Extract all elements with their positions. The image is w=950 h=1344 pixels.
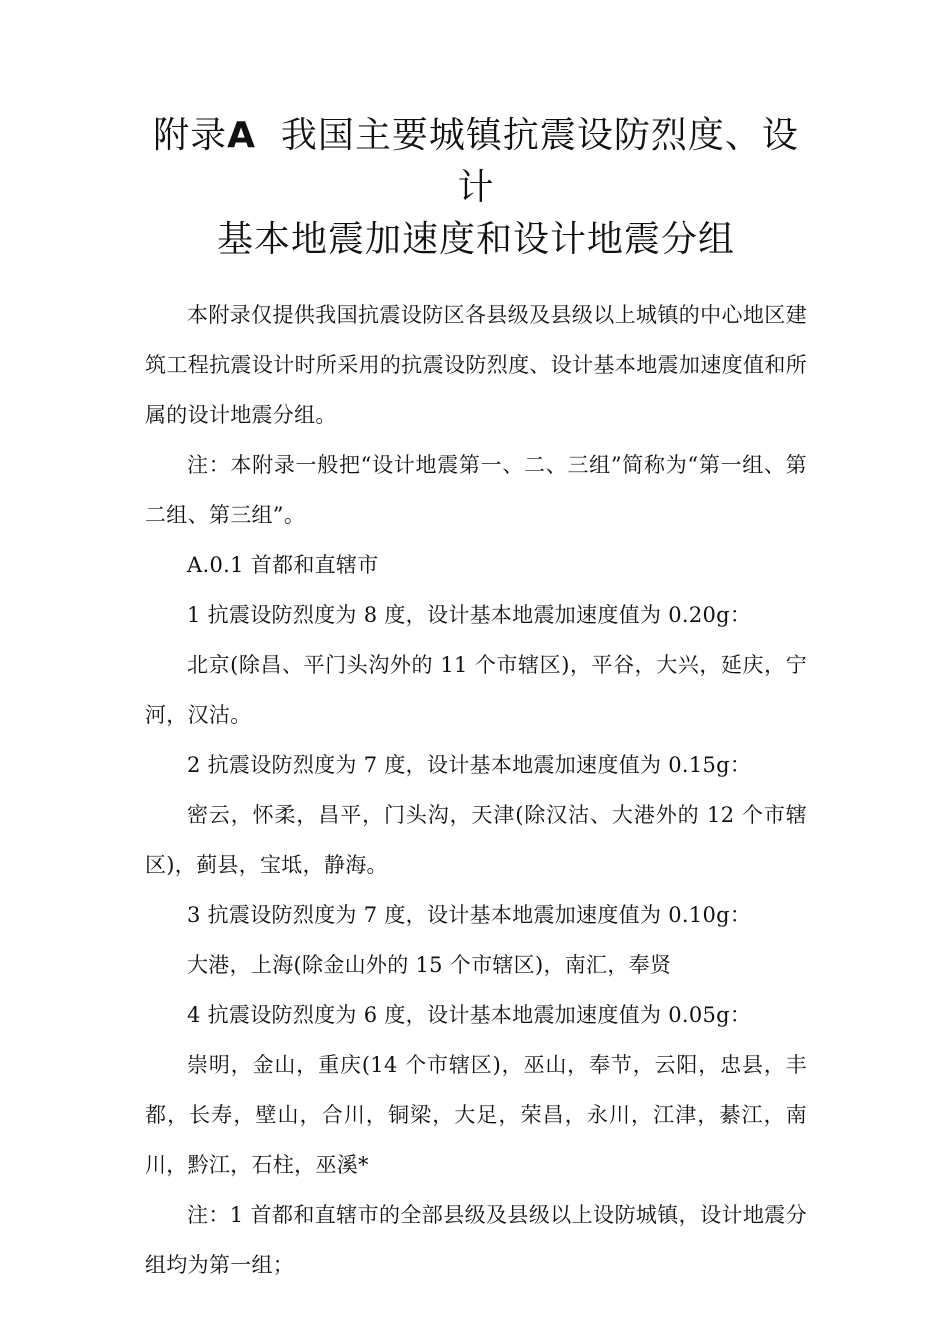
item-1-body: 北京(除昌、平门头沟外的 11 个市辖区)，平谷，大兴，延庆，宁河，汉沽。 [145, 653, 807, 727]
title-prefix: 附录 [153, 115, 228, 156]
item-4-body: 崇明，金山，重庆(14 个市辖区)，巫山，奉节，云阳，忠县，丰都，长寿，壁山，合川，铜梁，大足，荣昌，永川，江津，綦江，南川，黔江，石柱，巫溪* [145, 1053, 807, 1177]
title-line2: 基本地震加速度和设计地震分组 [216, 219, 735, 260]
document-page [145, 110, 807, 1290]
item-2-body: 密云，怀柔，昌平，门头沟，天津(除汉沽、大港外的 12 个市辖区)，蓟县，宝坻，静海。 [145, 803, 807, 877]
note-paragraph: 注：本附录一般把“设计地震第一、二、三组”简称为“第一组、第二组、第三组”。 [145, 453, 807, 527]
item-4-heading: 4 抗震设防烈度为 6 度，设计基本地震加速度值为 0.05g： [187, 1003, 752, 1027]
footnote-paragraph: 注：1 首都和直辖市的全部县级及县级以上设防城镇，设计地震分组均为第一组； [145, 1203, 807, 1277]
intro-paragraph: 本附录仅提供我国抗震设防区各县级及县级以上城镇的中心地区建筑工程抗震设计时所采用的抗震设防烈度、设计基本地震加速度值和所属的设计地震分组。 [145, 303, 807, 427]
item-3-heading: 3 抗震设防烈度为 7 度，设计基本地震加速度值为 0.10g： [187, 903, 752, 927]
title-letter: A [227, 115, 256, 156]
section-heading: A.0.1 首都和直辖市 [187, 553, 379, 577]
item-1-heading: 1 抗震设防烈度为 8 度，设计基本地震加速度值为 0.20g： [187, 603, 752, 627]
item-2-heading: 2 抗震设防烈度为 7 度，设计基本地震加速度值为 0.15g： [187, 753, 752, 777]
document-title [145, 110, 807, 266]
title-line1: 我国主要城镇抗震设防烈度、设计 [280, 115, 799, 208]
item-3-body: 大港，上海(除金山外的 15 个市辖区)，南汇，奉贤 [187, 953, 672, 977]
